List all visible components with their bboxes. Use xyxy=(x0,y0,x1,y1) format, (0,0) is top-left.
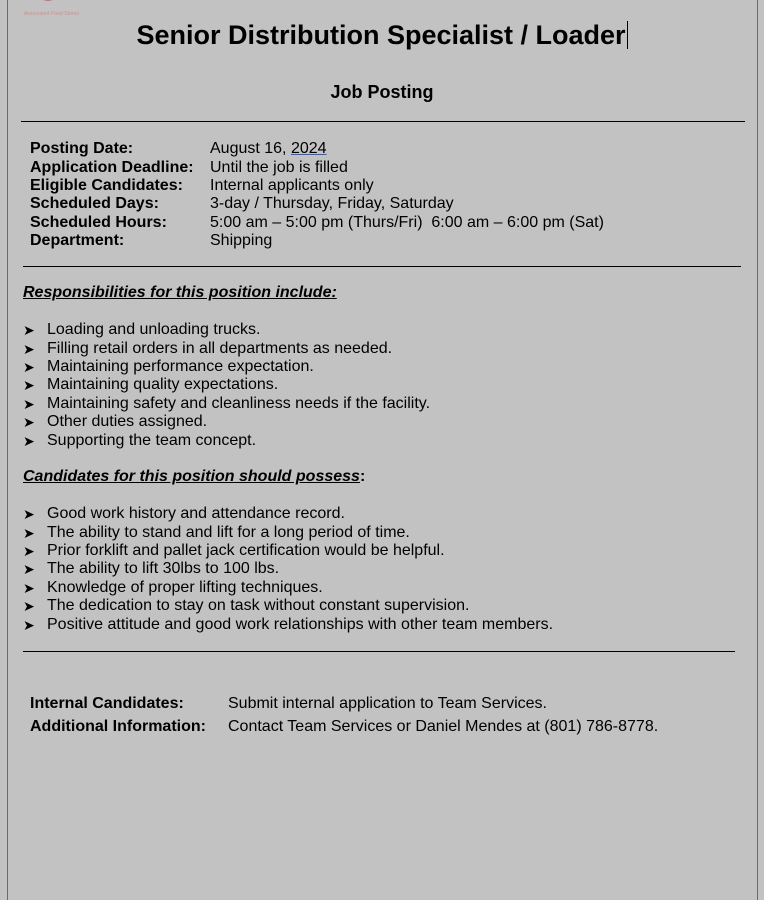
detail-row xyxy=(30,177,604,195)
document-page xyxy=(7,0,758,900)
list-item: ➤ Maintaining performance expectation. xyxy=(23,357,314,375)
arrow-bullet-icon: ➤ xyxy=(23,542,35,559)
detail-value: Internal applicants only xyxy=(210,176,374,194)
arrow-bullet-icon: ➤ xyxy=(23,358,35,375)
list-item: ➤ Knowledge of proper lifting techniques. xyxy=(23,578,323,596)
contact-info xyxy=(30,692,658,738)
contact-value: Contact Team Services or Daniel Mendes at (801) 786-8778. xyxy=(228,717,659,735)
list-item: ➤ Filling retail orders in all departments as needed. xyxy=(23,339,393,357)
detail-value: Until the job is filled xyxy=(210,158,348,176)
page-subtitle: Job Posting xyxy=(330,82,434,102)
qualifications-heading: Candidates for this position should possess: xyxy=(23,468,366,485)
list-item: ➤ The dedication to stay on task without constant supervision. xyxy=(23,597,470,615)
list-item: ➤ The ability to lift 30lbs to 100 lbs. xyxy=(23,560,280,578)
detail-label: Eligible Candidates: xyxy=(30,176,183,194)
detail-label: Scheduled Hours: xyxy=(30,213,167,231)
responsibilities-list xyxy=(23,321,430,450)
contact-row xyxy=(30,692,658,715)
detail-label: Posting Date: xyxy=(30,140,134,158)
arrow-bullet-icon: ➤ xyxy=(23,377,35,394)
arrow-bullet-icon: ➤ xyxy=(23,598,35,615)
page-title: Senior Distribution Specialist / Loader xyxy=(136,20,626,50)
arrow-bullet-icon: ➤ xyxy=(23,414,35,431)
arrow-bullet-icon: ➤ xyxy=(23,340,35,357)
list-item: ➤ Good work history and attendance record. xyxy=(23,505,345,523)
arrow-bullet-icon: ➤ xyxy=(23,579,35,596)
divider xyxy=(21,121,745,122)
responsibilities-heading: Responsibilities for this position include: xyxy=(23,284,337,301)
list-item: ➤ Positive attitude and good work relationships with other team members. xyxy=(23,615,554,633)
text-cursor xyxy=(627,21,628,49)
contact-label: Internal Candidates: xyxy=(30,694,184,712)
list-item: ➤ Loading and unloading trucks. xyxy=(23,321,261,339)
detail-row xyxy=(30,214,604,232)
list-item: ➤ Prior forklift and pallet jack certification would be helpful. xyxy=(23,541,445,559)
arrow-bullet-icon: ➤ xyxy=(23,524,35,541)
arrow-bullet-icon: ➤ xyxy=(23,395,35,412)
arrow-bullet-icon: ➤ xyxy=(23,616,35,633)
detail-row xyxy=(30,195,604,213)
logo-mark-icon xyxy=(38,0,58,6)
detail-value: August 16, 2024 xyxy=(210,140,327,158)
arrow-bullet-icon: ➤ xyxy=(23,561,35,578)
list-item: ➤ Other duties assigned. xyxy=(23,413,208,431)
posting-details xyxy=(30,140,604,250)
arrow-bullet-icon: ➤ xyxy=(23,322,35,339)
detail-value: 3-day / Thursday, Friday, Saturday xyxy=(210,195,454,213)
list-item: ➤ Maintaining safety and cleanliness needs if the facility. xyxy=(23,394,431,412)
arrow-bullet-icon: ➤ xyxy=(23,506,35,523)
contact-row xyxy=(30,715,658,738)
list-item: ➤ The ability to stand and lift for a long period of time. xyxy=(23,523,410,541)
list-item: ➤ Supporting the team concept. xyxy=(23,431,257,449)
detail-value: 5:00 am – 5:00 pm (Thurs/Fri) 6:00 am – 6:00 pm (Sat) xyxy=(210,213,604,231)
contact-label: Additional Information: xyxy=(30,717,206,735)
detail-row xyxy=(30,140,604,158)
list-item: ➤ Maintaining quality expectations. xyxy=(23,376,279,394)
detail-label: Department: xyxy=(30,232,125,250)
detail-row xyxy=(30,232,604,250)
qualifications-list xyxy=(23,505,553,634)
spellcheck-underlined-text: 2024 xyxy=(290,140,327,158)
detail-value: Shipping xyxy=(210,232,273,250)
detail-label: Scheduled Days: xyxy=(30,195,159,213)
detail-row xyxy=(30,158,604,176)
contact-value: Submit internal application to Team Services. xyxy=(228,694,547,712)
detail-label: Application Deadline: xyxy=(30,158,194,176)
divider xyxy=(23,266,741,267)
divider xyxy=(23,651,735,652)
arrow-bullet-icon: ➤ xyxy=(23,432,35,449)
logo-text: Associated Food Stores xyxy=(24,11,80,17)
